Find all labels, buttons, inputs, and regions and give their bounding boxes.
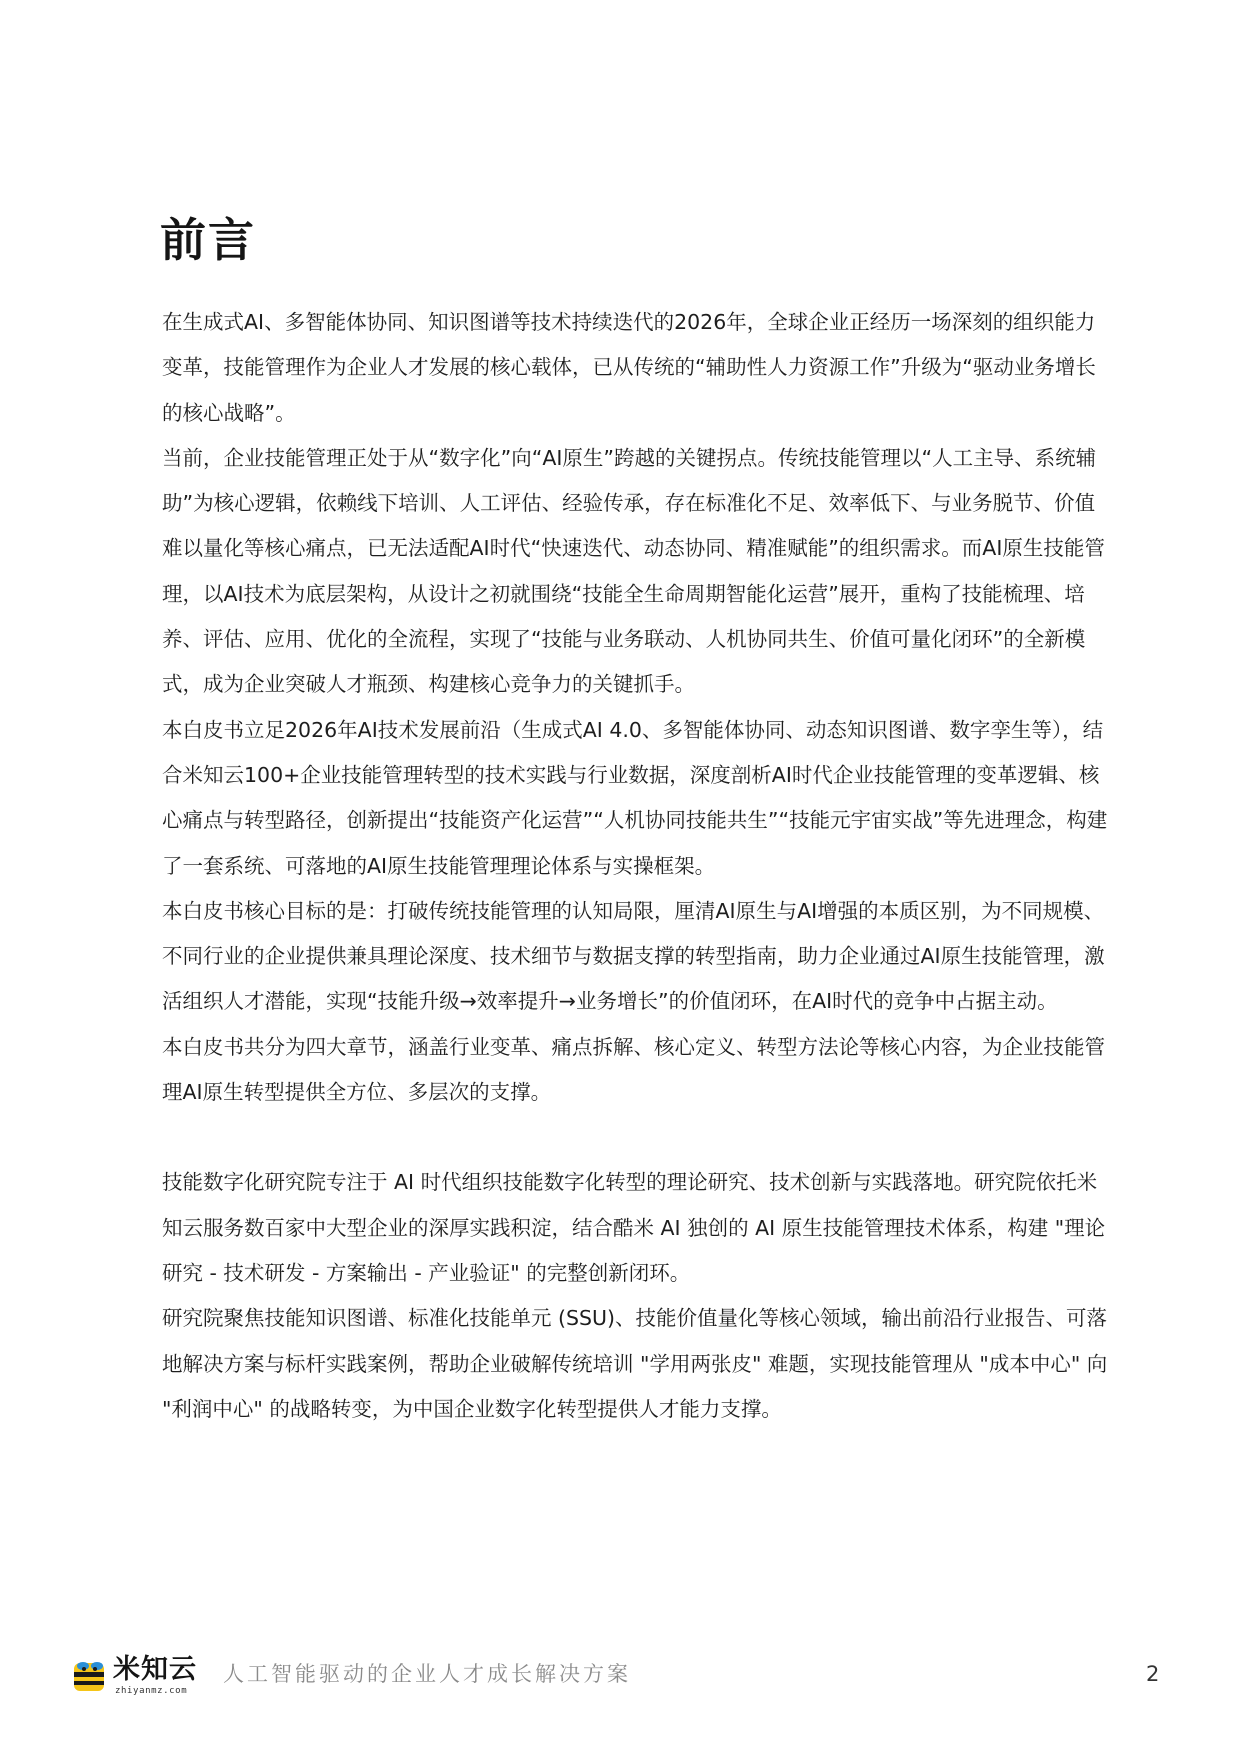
page-number: 2 [1146, 1662, 1160, 1686]
brand-name: 米知云 [113, 1654, 197, 1685]
paragraph-current-state: 当前，企业技能管理正处于从“数字化”向“AI原生”跨越的关键拐点。传统技能管理以“人工主导、系统辅助”为核心逻辑，依赖线下培训、人工评估、经验传承，存在标准化不足、效率低下、与业务脱节、价值难以量化等核心痛点，已无法适配AI时代“快速迭代、动态协同、精准赋能”的组织需求。而AI原生技能管理，以AI技术为底层架构，从设计之初就围绕“技能全生命周期智能化运营”展开，重构了技能梳理、培养、评估、应用、优化的全流程，实现了“技能与业务联动、人机协同共生、价值可量化闭环”的全新模式，成为企业突破人才瓶颈、构建核心竞争力的关键抓手。 [162, 445, 1105, 697]
paragraph-institute-focus: 研究院聚焦技能知识图谱、标准化技能单元 (SSU)、技能价值量化等核心领域，输出前沿行业报告、可落地解决方案与标杆实践案例，帮助企业破解传统培训 "学用两张皮" 难题，实现技能管理从 "成本中心" 向 "利润中心" 的战略转变，为中国企业数字化转型提供人才能力支撑。 [162, 1306, 1108, 1421]
paragraph-intro: 在生成式AI、多智能体协同、知识图谱等技术持续迭代的2026年，全球企业正经历一场深刻的组织能力变革，技能管理作为企业人才发展的核心载体，已从传统的“辅助性人力资源工作”升级为“驱动业务增长的核心战略”。 [162, 310, 1096, 425]
bee-icon [73, 1660, 107, 1694]
section-spacer [162, 1115, 1110, 1160]
page-title: 前言 [160, 213, 256, 267]
paragraph-institute-intro: 技能数字化研究院专注于 AI 时代组织技能数字化转型的理论研究、技术创新与实践落地。研究院依托米知云服务数百家中大型企业的深厚实践积淀，结合酷米 AI 独创的 AI 原生技能管理技术体系，构建 "理论研究 - 技术研发 - 方案输出 - 产业验证" 的完整创新闭环。 [162, 1170, 1106, 1285]
paragraph-chapters: 本白皮书共分为四大章节，涵盖行业变革、痛点拆解、核心定义、转型方法论等核心内容，为企业技能管理AI原生转型提供全方位、多层次的支撑。 [162, 1034, 1105, 1105]
preface-body [162, 300, 1110, 1432]
paragraph-whitepaper-goal: 本白皮书核心目标的是：打破传统技能管理的认知局限，厘清AI原生与AI增强的本质区别，为不同规模、不同行业的企业提供兼具理论深度、技术细节与数据支撑的转型指南，助力企业通过AI原生技能管理，激活组织人才潜能，实现“技能升级→效率提升→业务增长”的价值闭环，在AI时代的竞争中占据主动。 [162, 898, 1105, 1014]
brand-domain: zhiyanmz.com [115, 1686, 188, 1696]
page-footer [73, 1650, 1173, 1710]
footer-tagline: 人工智能驱动的企业人才成长解决方案 [223, 1662, 631, 1686]
paragraph-whitepaper-basis: 本白皮书立足2026年AI技术发展前沿（生成式AI 4.0、多智能体协同、动态知识图谱、数字孪生等），结合米知云100+企业技能管理转型的技术实践与行业数据，深度剖析AI时代企业技能管理的变革逻辑、核心痛点与转型路径，创新提出“技能资产化运营”“人机协同技能共生”“技能元宇宙实战”等先进理念，构建了一套系统、可落地的AI原生技能管理理论体系与实操框架。 [162, 717, 1108, 878]
